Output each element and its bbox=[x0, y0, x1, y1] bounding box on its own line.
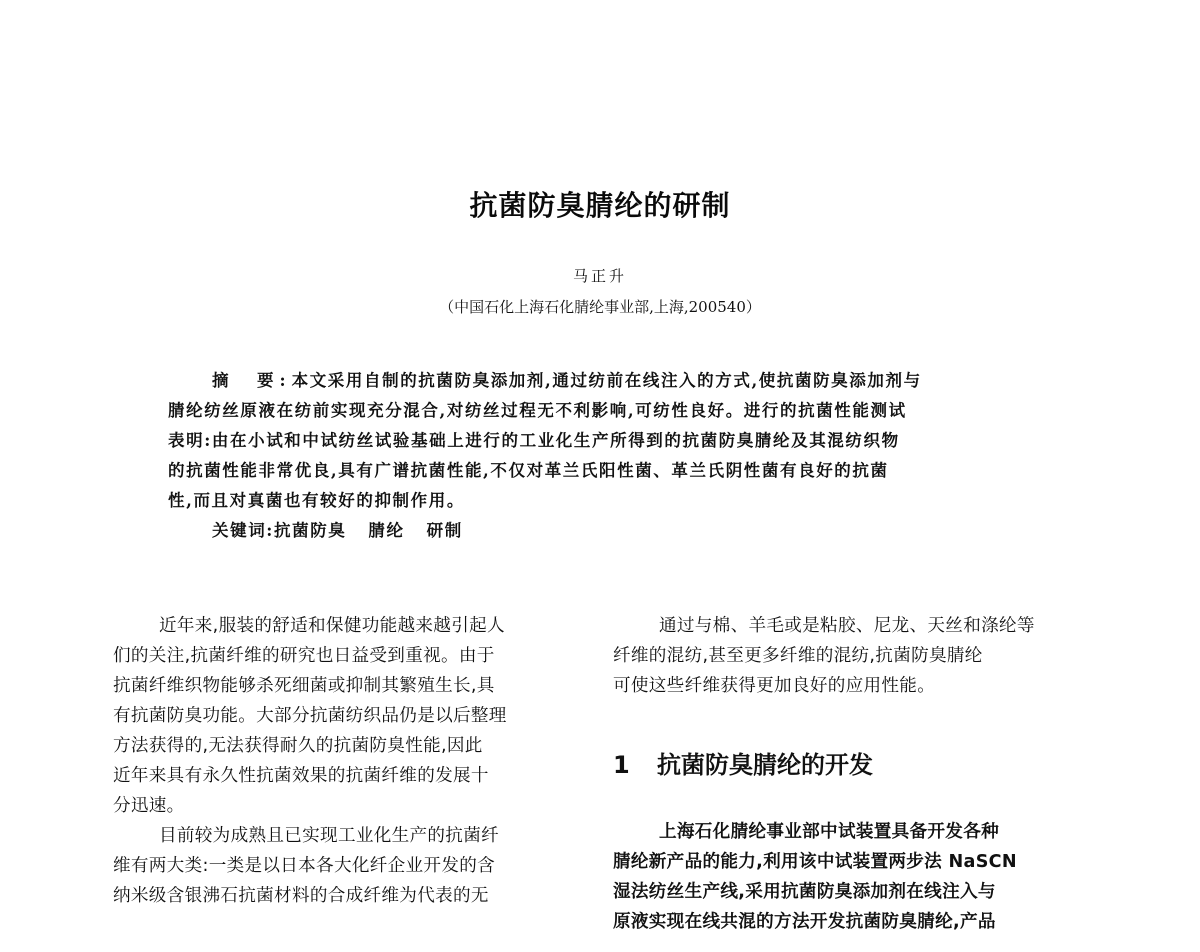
paper-title: 抗菌防臭腈纶的研制 bbox=[469, 189, 731, 222]
keywords-label: 关键词: bbox=[212, 521, 274, 540]
text-line: 腈纶新产品的能力,利用该中试装置两步法 NaSCN bbox=[613, 852, 1017, 872]
keyword: 腈纶 bbox=[368, 521, 405, 540]
text-line: 有抗菌防臭功能。大部分抗菌纺织品仍是以后整理 bbox=[113, 706, 507, 726]
text-line: 抗菌纤维织物能够杀死细菌或抑制其繁殖生长,具 bbox=[113, 676, 495, 696]
abstract-label: 摘 要: bbox=[212, 371, 292, 390]
left-column bbox=[113, 612, 588, 912]
author-name: 马正升 bbox=[572, 267, 627, 285]
section-title: 抗菌防臭腈纶的开发 bbox=[657, 751, 873, 779]
text-line: 维有两大类:一类是以日本各大化纤企业开发的含 bbox=[113, 856, 495, 876]
text-line: 们的关注,抗菌纤维的研究也日益受到重视。由于 bbox=[113, 646, 495, 666]
text-line: 方法获得的,无法获得耐久的抗菌防臭性能,因此 bbox=[113, 736, 483, 756]
text-line: 近年来具有永久性抗菌效果的抗菌纤维的发展十 bbox=[113, 766, 489, 786]
abstract-block bbox=[168, 368, 1034, 548]
abstract-line: 的抗菌性能非常优良,具有广谱抗菌性能,不仅对革兰氏阳性菌、革兰氏阴性菌有良好的抗菌 bbox=[168, 461, 889, 480]
paragraph bbox=[113, 612, 588, 822]
keyword: 抗菌防臭 bbox=[274, 521, 347, 540]
text-line: 湿法纺丝生产线,采用抗菌防臭添加剂在线注入与 bbox=[613, 882, 996, 902]
text-line: 分迅速。 bbox=[113, 796, 185, 816]
author-affiliation: （中国石化上海石化腈纶事业部,上海,200540） bbox=[439, 298, 761, 316]
right-column bbox=[613, 612, 1088, 938]
text-line: 原液实现在线共混的方法开发抗菌防臭腈纶,产品 bbox=[613, 912, 996, 932]
paragraph bbox=[113, 822, 588, 912]
abstract-line: 表明:由在小试和中试纺丝试验基础上进行的工业化生产所得到的抗菌防臭腈纶及其混纺织物 bbox=[168, 431, 900, 450]
text-line: 目前较为成熟且已实现工业化生产的抗菌纤 bbox=[159, 826, 499, 846]
paragraph bbox=[613, 612, 1088, 702]
text-line: 纤维的混纺,甚至更多纤维的混纺,抗菌防臭腈纶 bbox=[613, 646, 983, 666]
text-line: 近年来,服装的舒适和保健功能越来越引起人 bbox=[159, 616, 505, 636]
text-line: 可使这些纤维获得更加良好的应用性能。 bbox=[613, 676, 936, 696]
abstract-line: 腈纶纺丝原液在纺前实现充分混合,对纺丝过程无不利影响,可纺性良好。进行的抗菌性能测试 bbox=[168, 401, 907, 420]
text-line: 纳米级含银沸石抗菌材料的合成纤维为代表的无 bbox=[113, 886, 489, 906]
section-number: 1 bbox=[613, 751, 630, 779]
keywords-line bbox=[168, 518, 1034, 548]
keyword: 研制 bbox=[426, 521, 463, 540]
abstract-line: 性,而且对真菌也有较好的抑制作用。 bbox=[168, 491, 465, 510]
text-line: 通过与棉、羊毛或是粘胶、尼龙、天丝和涤纶等 bbox=[659, 616, 1035, 636]
text-line: 上海石化腈纶事业部中试装置具备开发各种 bbox=[659, 822, 999, 842]
abstract-text: 本文采用自制的抗菌防臭添加剂,通过纺前在线注入的方式,使抗菌防臭添加剂与 bbox=[291, 371, 922, 390]
section-heading bbox=[613, 736, 1088, 798]
paragraph bbox=[613, 818, 1088, 938]
abstract-line bbox=[168, 368, 1034, 398]
